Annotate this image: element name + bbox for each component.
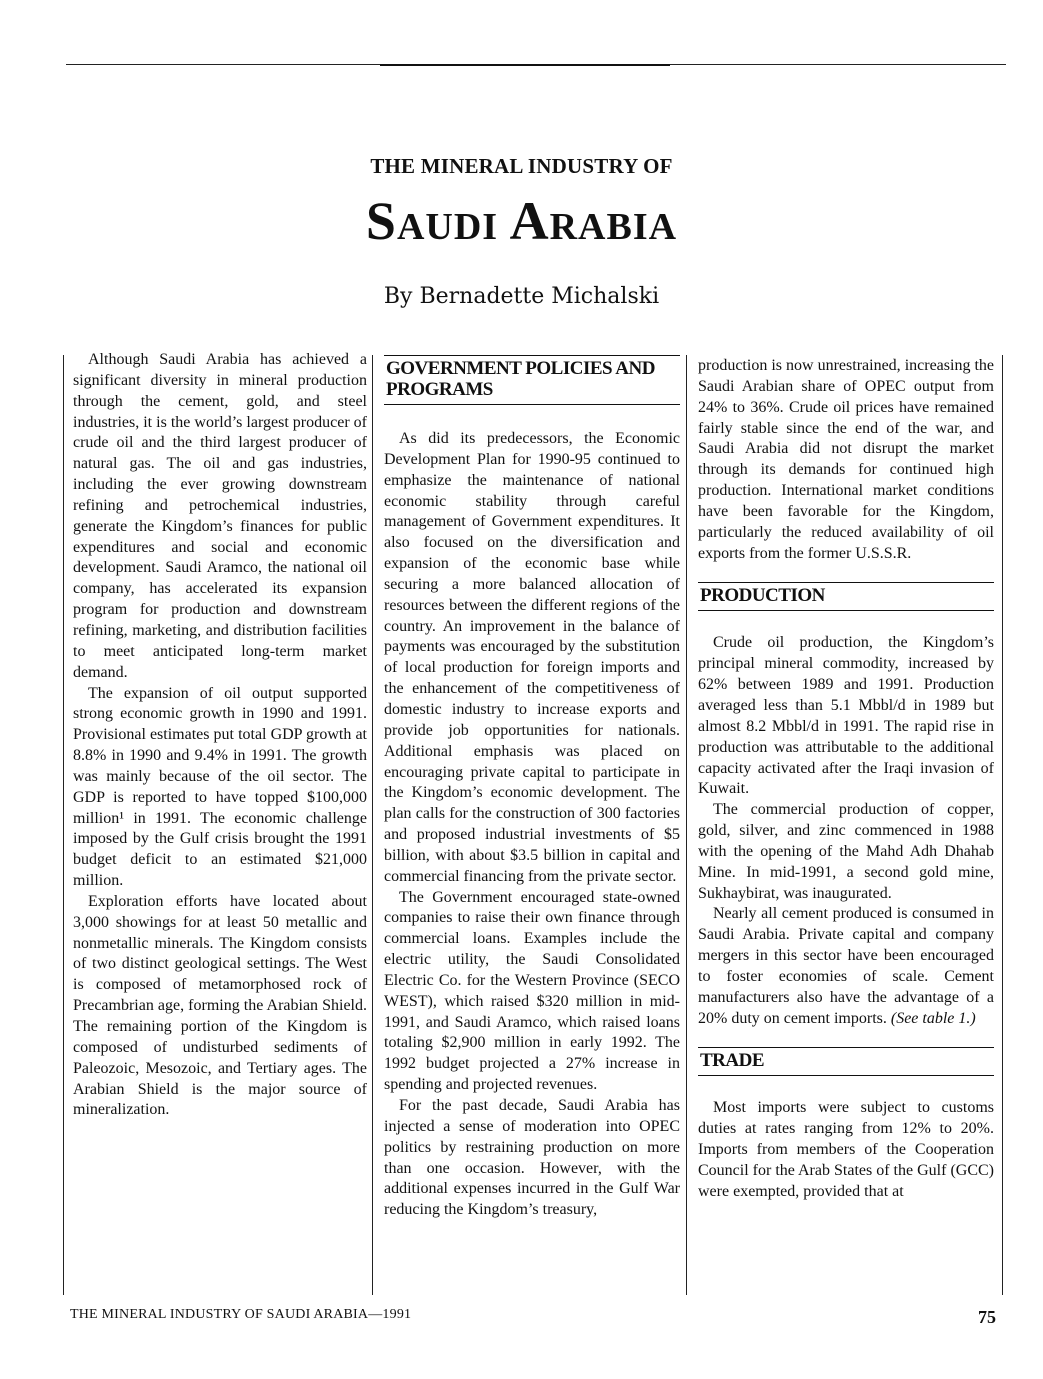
production-paragraph-2: The commercial production of copper, gold, silver, and zinc commenced in 1988 with the opening of the Mahd Adh Dhahab Mine. In mid-1991, a second gold mine, Sukhaybirat, was inaugurated.: [698, 801, 994, 902]
intro-paragraph-2: The expansion of oil output supported strong economic growth in 1990 and 1991. Provisional estimates put total GDP growth at 8.8% in 1990 and 9.4% in 1991. The growth was mainly because of the oil sector. The GDP is reported to have topped $100,000 million¹ in 1991. The economic challenge imposed by the Gulf crisis brought the 1991 budget deficit to an estimated $21,000 million.: [73, 684, 367, 890]
running-footer-title: THE MINERAL INDUSTRY OF SAUDI ARABIA—1991: [70, 1307, 412, 1322]
government-paragraph-2: The Government encouraged state-owned companies to raise their own finance through commercial loans. Examples include the electric utility, the Saudi Consolidated Electric Co. for the Western Province (SECO WEST), which raised $320 million in mid-1991, and Saudi Aramco, which raised loans totaling $2,900 million in early 1992. The 1992 budget projected a 27% increase in spending and projected revenues.: [384, 888, 680, 1094]
section-heading-production: PRODUCTION: [698, 582, 994, 611]
column-rule-1: [372, 355, 373, 1295]
intro-paragraph-1: Although Saudi Arabia has achieved a significant diversity in mineral production through the cement, gold, and steel industries, it is the world’s largest producer of crude oil and the third largest producer of natural gas. The oil and gas industries, including the ever growing downstream refining and petrochemical industries, generate the Kingdom’s finances for public expenditures and social and economic development. Saudi Aramco, the national oil company, has accelerated its expansion program for production and downstream refining, marketing, and distribution facilities to meet anticipated long-term market demand.: [73, 351, 367, 681]
title-kicker: THE MINERAL INDUSTRY OF: [370, 154, 673, 178]
government-paragraph-3: For the past decade, Saudi Arabia has injected a sense of moderation into OPEC politics by restraining production on more than one occasion. However, with the additional expenses incurred in the Gulf War reducing the Kingdom’s treasury,: [384, 1097, 680, 1219]
intro-paragraph-3: Exploration efforts have located about 3,000 showings for at least 50 metallic and nonmetallic minerals. The Kingdom consists of two distinct geological settings. The West is composed of metamorphosed rock of Precambrian age, forming the Arabian Shield. The remaining portion of the Kingdom is composed of undisturbed sediments of Paleozoic, Mesozoic, and Tertiary ages. The Arabian Shield is the major source of mineralization.: [73, 892, 367, 1119]
byline: By Bernadette Michalski: [383, 284, 660, 309]
production-paragraph-1: Crude oil production, the Kingdom’s principal mineral commodity, increased by 62% between 1989 and 1991. Production averaged less than 5.1 Mbbl/d in 1989 but almost 8.2 Mbbl/d in 1991. The rapid rise in production was attributable to the additional capacity activated after the Iraqi invasion of Kuwait.: [698, 634, 994, 798]
section-heading-government: GOVERNMENT POLICIES AND PROGRAMS: [384, 355, 680, 405]
government-paragraph-continued: production is now unrestrained, increasing the Saudi Arabian share of OPEC output from 24% to 36%. Crude oil prices have remained fairly stable since the end of the war, and Saudi Arabia did not disrupt the market through its demands for continued high production. International market conditions have been favorable for the Kingdom, particularly the reduced availability of oil exports from the former U.S.S.R.: [698, 357, 994, 562]
section-heading-trade: TRADE: [698, 1047, 994, 1076]
table-reference: (See table 1.): [890, 1009, 976, 1027]
column-1: [73, 350, 367, 1121]
production-paragraph-3: [698, 904, 994, 1029]
production-paragraph-3-text: Nearly all cement produced is consumed in Saudi Arabia. Private capital and company mergers in this sector have been encouraged to foster economies of scale. Cement manufacturers also have the advantage of a 20% duty on cement imports.: [698, 905, 994, 1027]
trade-paragraph-1: Most imports were subject to customs duties at rates ranging from 12% to 20%. Imports from members of the Cooperation Council for the Arab States of the Gulf (GCC) were exempted, provided that at: [698, 1099, 994, 1200]
column-rule-right: [1002, 355, 1003, 1295]
page-title: Saudi Arabia: [365, 191, 678, 251]
column-rule-2: [686, 355, 687, 1295]
page-number: 75: [978, 1307, 996, 1327]
government-paragraph-1: As did its predecessors, the Economic Development Plan for 1990-95 continued to emphasize the maintenance of national economic stability through careful management of Government expenditures. It also focused on the diversification and expansion of the economic base while securing a more balanced allocation of resources between the different regions of the country. An improvement in the balance of payments was encouraged by the substitution of local production for foreign imports and the enhancement of the competitiveness of domestic industry to increase exports and provide job opportunities for nationals. Additional emphasis was placed on encouraging private capital to participate in the Kingdom’s economic development. The plan calls for the construction of 300 factories and proposed industrial investments of $5 billion, with about $3.5 billion in capital and commercial financing from the private sector.: [384, 430, 680, 885]
column-2: [384, 355, 680, 1221]
column-3: [698, 356, 994, 1203]
top-rule-accent: [380, 64, 670, 66]
column-rule-left: [63, 355, 64, 1295]
